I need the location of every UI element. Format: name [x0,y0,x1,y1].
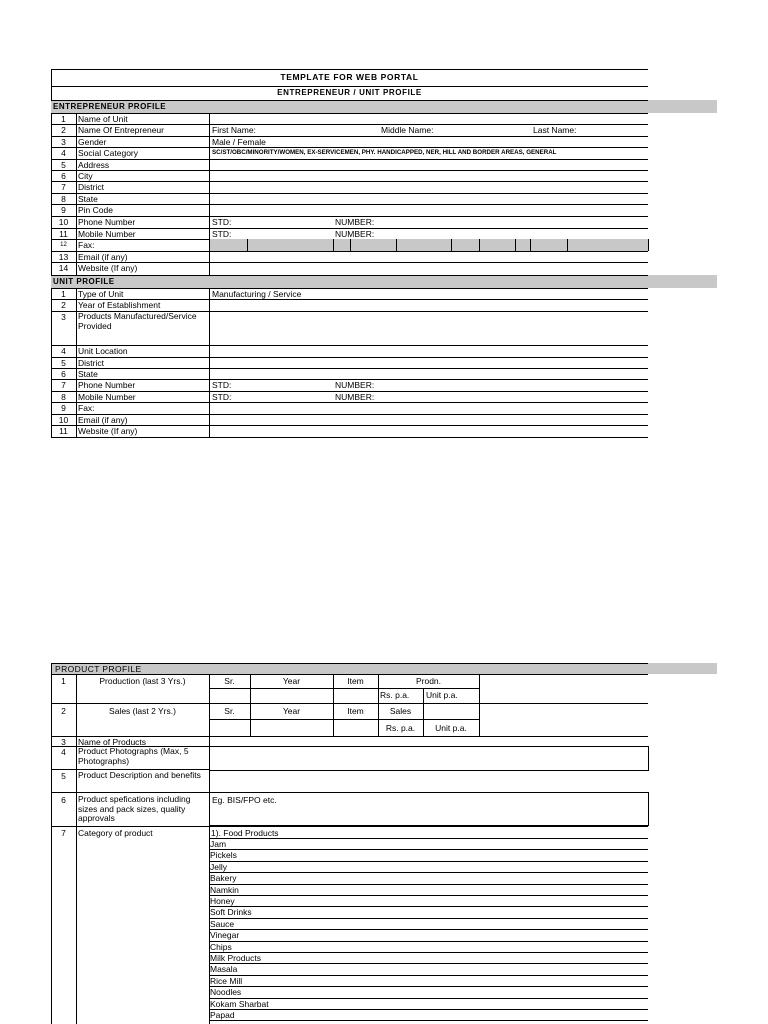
row-value: Manufacturing / Service [212,289,302,299]
column-divider [479,674,480,704]
row-number: 8 [61,392,66,402]
row-number: 12 [60,242,67,248]
category-heading: 1). Food Products [211,828,279,838]
row-number: 2 [61,706,66,716]
category-item-label: Namkin [210,884,239,895]
column-divider [76,357,77,368]
year-header: Year [282,676,301,686]
divider [51,703,648,704]
list-item [209,998,648,1009]
row-number: 9 [61,205,66,215]
column-divider [76,113,77,124]
divider [51,826,648,827]
list-item [209,986,648,997]
column-divider [76,136,77,147]
row-number: 13 [58,252,69,262]
unit-pa-header: Unit p.a. [426,690,458,700]
divider [51,100,648,101]
divider [209,1020,648,1021]
table-left-border [51,663,52,1024]
column-divider [209,379,210,391]
std-label: STD: [212,380,232,390]
unit-pa-header: Unit p.a. [435,723,467,733]
column-divider [76,391,77,402]
row-label: Phone Number [78,217,136,227]
number-label: NUMBER: [335,380,375,390]
column-divider [76,345,77,357]
category-item-label: Milk Products [210,953,262,963]
row-label: Email (if any) [78,415,128,425]
column-divider [76,181,77,193]
list-item [209,952,648,963]
divider [51,275,648,276]
category-item-label: Honey [210,896,235,906]
item-header: Item [347,676,364,686]
photographs-input-box[interactable] [209,746,649,771]
category-item-label: Vinegar [210,930,240,941]
column-divider [76,239,77,251]
row-number: 3 [61,737,66,747]
page-title: TEMPLATE FOR WEB PORTAL [280,72,419,82]
number-label: NUMBER: [335,229,375,239]
category-item-label: Bakery [210,873,237,884]
row-label: Email (if any) [78,252,128,262]
divider [51,674,648,675]
row-value: Male / Female [212,137,266,147]
row-number: 3 [61,312,66,322]
std-label: STD: [212,217,232,227]
column-divider [76,414,77,425]
row-label: Category of product [78,828,153,838]
row-number: 6 [61,369,66,379]
column-divider [76,674,77,1024]
row-number: 4 [61,148,66,158]
row-number: 4 [61,747,66,757]
divider [209,719,479,720]
row-label: State [78,369,98,379]
column-divider [76,170,77,181]
column-divider [76,379,77,391]
category-item-label: Papad [210,1010,235,1020]
category-item-label: Sauce [210,918,235,929]
column-divider [76,159,77,170]
column-divider [209,181,210,193]
column-divider [515,239,516,251]
row-label: Year of Establishment [78,300,161,310]
row-number: 10 [58,217,69,227]
list-item [209,861,648,872]
row-number: 7 [61,182,66,192]
column-divider [76,311,77,345]
column-divider [209,391,210,402]
column-divider [530,239,531,251]
first-name-label: First Name: [212,125,256,135]
column-divider [76,228,77,239]
row-label: Gender [78,137,107,147]
column-divider [209,239,210,251]
sales-label: Sales (last 2 Yrs.) [109,706,176,716]
column-divider [76,193,77,204]
product-profile-heading: PRODUCT PROFILE [55,664,142,674]
row-number: 6 [61,171,66,181]
row-number: 3 [61,137,66,147]
column-divider [209,288,210,299]
category-item-label: Rice Mill [210,975,243,986]
prodn-header: Prodn. [415,676,442,686]
row-number: 8 [61,194,66,204]
column-divider [76,216,77,228]
column-divider [209,368,210,379]
list-item [209,941,648,952]
divider [209,688,479,689]
item-header: Item [347,706,364,716]
list-item [209,849,648,860]
column-divider [76,368,77,379]
column-divider [209,216,210,228]
column-divider [76,147,77,159]
list-item [209,963,648,974]
column-divider [209,299,210,311]
column-divider [209,262,210,275]
column-divider [209,136,210,147]
row-number: 5 [61,160,66,170]
category-item-label: Masala [210,964,238,975]
column-divider [209,159,210,170]
rs-pa-header: Rs. p.a. [380,690,410,700]
category-item-label: Kokam Sharbat [210,998,269,1009]
list-item [209,918,648,929]
row-label: State [78,194,98,204]
row-label: Address [78,160,110,170]
list-item [209,895,648,906]
list-item [209,975,648,986]
column-divider [209,228,210,239]
row-number: 10 [58,415,69,425]
column-divider [209,414,210,425]
row-label: Name Of Entrepreneur [78,125,164,135]
list-item [209,872,648,883]
column-divider [209,204,210,216]
row-label: Products Manufactured/Service Provided [78,311,197,331]
list-item [209,838,648,849]
column-divider [76,288,77,299]
row-label: Fax: [78,240,95,250]
category-item-label: Noodles [210,987,242,998]
section-heading-bar [51,275,717,288]
row-label: District [78,182,104,192]
column-divider [648,239,649,251]
list-item [209,884,648,895]
list-item [209,1009,648,1020]
row-number: 1 [61,676,66,686]
row-number: 14 [58,263,69,273]
row-number: 7 [61,380,66,390]
column-divider [479,239,480,251]
row-number: 2 [61,125,66,135]
category-item-label: Jelly [210,861,228,872]
row-label: Product spefications including sizes and pack sizes, quality approvals [78,794,191,824]
column-divider [209,193,210,204]
spec-example-text: Eg. BIS/FPO etc. [212,795,277,805]
row-number: 2 [61,300,66,310]
column-divider [423,688,424,704]
category-item-label: Jam [210,839,227,849]
row-label: Name of Products [78,737,147,747]
column-divider [209,251,210,262]
row-label: Website (If any) [78,263,138,273]
row-number: 11 [59,229,68,239]
sr-header: Sr. [224,676,235,686]
page-subtitle: ENTREPRENEUR / UNIT PROFILE [277,88,422,97]
row-label: City [78,171,93,181]
table-top-border [51,69,648,70]
entrepreneur-profile-heading: ENTREPRENEUR PROFILE [53,102,167,111]
list-item [209,906,648,917]
row-number: 5 [61,358,66,368]
column-divider [76,299,77,311]
row-number: 9 [61,403,66,413]
column-divider [333,239,334,251]
sr-header: Sr. [224,706,235,716]
column-divider [209,147,210,159]
column-divider [396,239,397,251]
number-label: NUMBER: [335,392,375,402]
divider [51,86,648,87]
column-divider [76,251,77,262]
std-label: STD: [212,392,232,402]
row-label: Unit Location [78,346,128,356]
production-label: Production (last 3 Yrs.) [99,676,186,686]
std-label: STD: [212,229,232,239]
column-divider [76,124,77,136]
row-number: 11 [59,426,68,436]
category-item-label: Pickels [210,850,237,861]
category-item-label: Chips [210,941,232,952]
column-divider [76,425,77,437]
row-label: Fax: [78,403,95,413]
column-divider [479,703,480,736]
row-label: Product Photographs (Max, 5 Photographs) [78,746,189,766]
row-number: 6 [61,795,66,805]
middle-name-label: Middle Name: [381,125,434,135]
year-header: Year [282,706,301,716]
column-divider [209,170,210,181]
column-divider [451,239,452,251]
row-value: SC/ST/OBC/MINORITY/WOMEN, EX-SERVICEMEN, PHY. HANDICAPPED, NER, HILL AND BORDER AREAS, GENERAL [212,149,557,156]
row-label: Mobile Number [78,229,136,239]
list-item [209,929,648,940]
row-number: 4 [61,346,66,356]
row-number: 7 [61,828,66,838]
row-label: Phone Number [78,380,136,390]
column-divider [209,345,210,357]
column-divider [209,357,210,368]
row-label: Mobile Number [78,392,136,402]
category-item-label: Soft Drinks [210,907,252,918]
column-divider [76,204,77,216]
last-name-label: Last Name: [533,125,577,135]
column-divider [209,425,210,437]
column-divider [247,239,248,251]
column-divider [567,239,568,251]
sales-header: Sales [389,706,412,716]
fax-input-cells[interactable] [209,239,648,251]
column-divider [209,402,210,414]
column-divider [209,311,210,345]
row-number: 5 [61,771,66,781]
row-label: District [78,358,104,368]
row-number: 1 [61,114,66,124]
row-label: Pin Code [78,205,113,215]
section-heading-bar [51,663,717,674]
unit-profile-heading: UNIT PROFILE [53,277,115,286]
row-label: Social Category [78,148,139,158]
number-label: NUMBER: [335,217,375,227]
row-number: 1 [61,289,66,299]
rs-pa-header: Rs. p.a. [385,723,416,733]
row-label: Website (If any) [78,426,138,436]
column-divider [76,262,77,275]
column-divider [350,239,351,251]
column-divider [209,124,210,136]
column-divider [209,113,210,124]
row-label: Type of Unit [78,289,124,299]
divider [51,437,648,438]
row-label: Product Description and benefits [78,770,201,780]
column-divider [76,402,77,414]
row-label: Name of Unit [78,114,128,124]
